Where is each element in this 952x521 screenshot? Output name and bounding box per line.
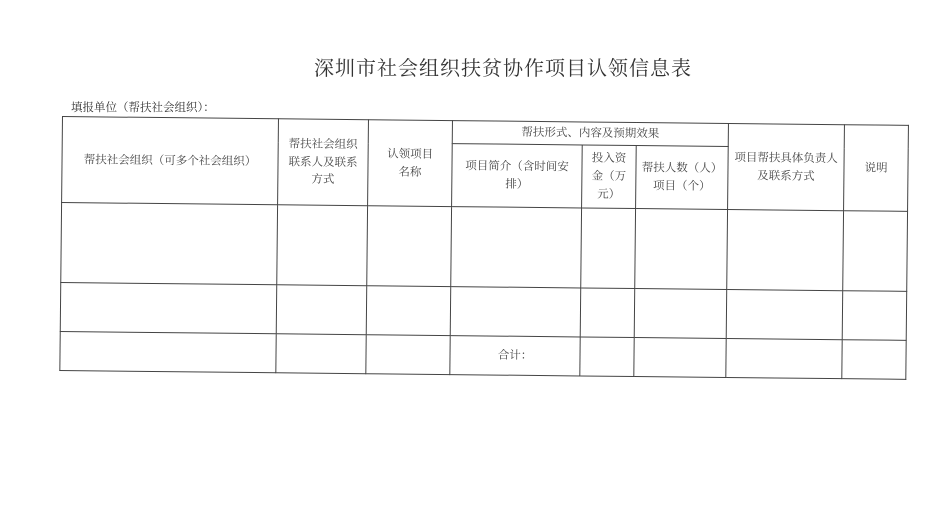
table-cell[interactable]	[634, 289, 727, 339]
table-cell[interactable]	[581, 208, 636, 289]
header-people: 帮扶人数（人）项目（个）	[636, 146, 729, 210]
header-org: 帮扶社会组织（可多个社会组织）	[62, 117, 279, 205]
table-row	[60, 282, 906, 340]
table-cell[interactable]	[726, 289, 843, 339]
header-person-in-charge: 项目帮扶具体负责人及联系方式	[728, 123, 845, 210]
header-project-name: 认领项目名称	[368, 120, 453, 207]
table-cell[interactable]	[634, 338, 726, 378]
header-group-form-content: 帮扶形式、内容及预期效果	[452, 121, 728, 147]
table-cell[interactable]	[276, 334, 366, 374]
total-label: 合计：	[450, 336, 580, 376]
table-cell[interactable]	[726, 338, 842, 378]
header-intro: 项目简介（含时间安排）	[452, 144, 583, 208]
table-cell[interactable]	[276, 285, 367, 335]
table-row	[61, 203, 908, 292]
table-cell[interactable]	[727, 209, 844, 290]
table-cell[interactable]	[842, 291, 907, 341]
table-cell[interactable]	[366, 335, 450, 375]
form-sheet	[59, 116, 909, 380]
table-cell[interactable]	[366, 286, 451, 336]
table-cell[interactable]	[580, 288, 635, 338]
table-cell[interactable]	[277, 205, 368, 286]
table-cell[interactable]	[842, 340, 906, 380]
header-notes: 说明	[844, 125, 909, 212]
table-row-total	[60, 331, 906, 379]
table-cell[interactable]	[843, 211, 908, 292]
document-title: 深圳市社会组织扶贫协作项目认领信息表	[314, 56, 692, 80]
table-cell[interactable]	[367, 206, 452, 287]
header-contact: 帮扶社会组织联系人及联系方式	[278, 119, 369, 206]
table-cell[interactable]	[60, 331, 276, 372]
table-cell[interactable]	[61, 203, 278, 285]
table-cell[interactable]	[580, 337, 634, 377]
table-cell[interactable]	[450, 287, 581, 337]
filler-unit-label: 填报单位（帮扶社会组织）：	[71, 100, 215, 114]
table-cell[interactable]	[451, 207, 582, 288]
header-funds: 投入资金（万元）	[582, 145, 637, 209]
table-cell[interactable]	[635, 209, 728, 290]
table-cell[interactable]	[60, 282, 277, 333]
claim-info-table	[59, 116, 909, 380]
